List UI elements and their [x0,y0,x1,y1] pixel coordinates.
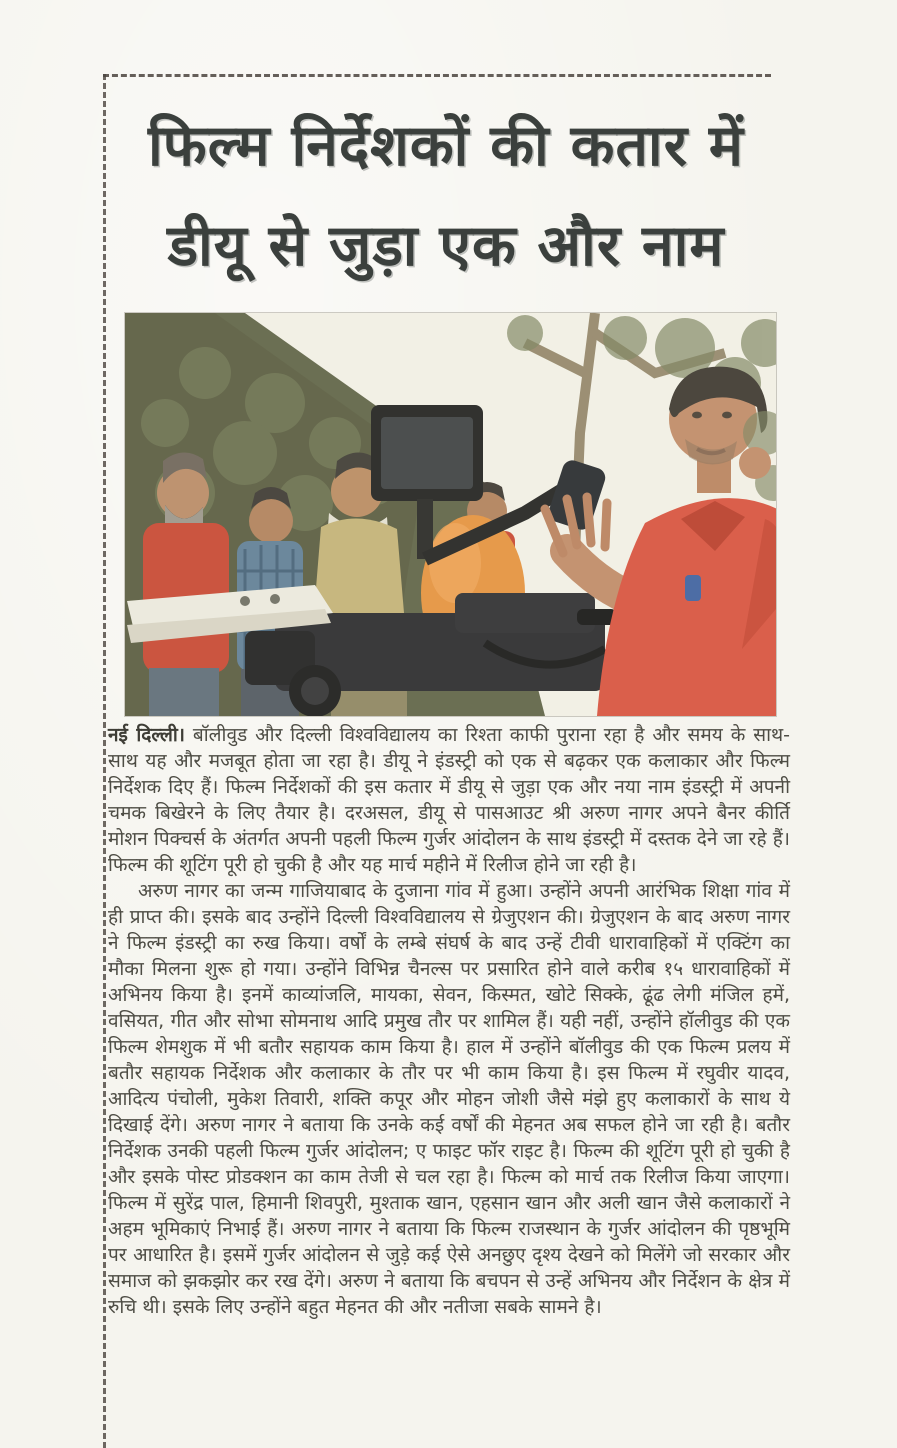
lead-paragraph-text: बॉलीवुड और दिल्ली विश्वविद्यालय का रिश्ता काफी पुराना रहा है और समय के साथ-साथ यह और मजबूत होता जा रहा है। डीयू ने इंडस्ट्री को एक से बढ़कर एक कलाकार और फिल्म निर्देशक दिए हैं। फिल्म निर्देशकों की इस कतार में डीयू से जुड़ा एक और नया नाम इंडस्ट्री में अपनी चमक बिखेरने के लिए तैयार है। दरअसल, डीयू से पासआउट श्री अरुण नागर अपने बैनर कीर्ति मोशन पिक्चर्स के अंतर्गत अपनी पहली फिल्म गुर्जर आंदोलन के साथ इंडस्ट्री में दस्तक देने जा रहे हैं। फिल्म की शूटिंग पूरी हो चुकी है और यह मार्च महीने में रिलीज होने जा रही है। [108,724,790,876]
dateline: नई दिल्ली। [108,724,185,746]
clipping-dashed-border-left [103,74,106,1448]
article-photo [125,313,776,716]
article-paragraph-1 [108,722,790,878]
headline-line-1: फिल्म निर्देशकों की कतार में [148,113,744,179]
clipping-dashed-border-top [103,74,771,77]
film-set-photo-illustration [125,313,776,716]
article-body [108,722,790,1320]
headline-line-2: डीयू से जुड़ा एक और नाम [167,213,725,279]
article-paragraph-2: अरुण नागर का जन्म गाजियाबाद के दुजाना गांव में हुआ। उन्होंने अपनी आरंभिक शिक्षा गांव में ही प्राप्त की। इसके बाद उन्होंने दिल्ली विश्वविद्यालय से ग्रेजुएशन की। ग्रेजुएशन के बाद अरुण नागर ने फिल्म इंडस्ट्री का रुख किया। वर्षों के लम्बे संघर्ष के बाद उन्हें टीवी धारावाहिकों में एक्टिंग का मौका मिलना शुरू हो गया। उन्होंने विभिन्न चैनल्स पर प्रसारित होने वाले करीब १५ धारावाहिकों में अभिनय किया है। इनमें काव्यांजलि, मायका, सेवन, किस्मत, खोटे सिक्के, ढूंढ लेगी मंजिल हमें, वसियत, गीत और सोभा सोमनाथ आदि प्रमुख तौर पर शामिल हैं। यही नहीं, उन्होंने हॉलीवुड की एक फिल्म शेमशुक में भी बतौर सहायक काम किया है। हाल में उन्होंने बॉलीवुड की एक फिल्म प्रलय में बतौर सहायक निर्देशक और कलाकार के तौर पर भी काम किया है। इस फिल्म में रघुवीर यादव, आदित्य पंचोली, मुकेश तिवारी, शक्ति कपूर और मोहन जोशी जैसे मंझे हुए कलाकारों के साथ ये दिखाई देंगे। अरुण नागर ने बताया कि उनके कई वर्षों की मेहनत अब सफल होने जा रही है। बतौर निर्देशक उनकी पहली फिल्म गुर्जर आंदोलन; ए फाइट फॉर राइट है। फिल्म की शूटिंग पूरी हो चुकी है और इसके पोस्ट प्रोडक्शन का काम तेजी से चल रहा है। फिल्म को मार्च तक रिलीज किया जाएगा। फिल्म में सुरेंद्र पाल, हिमानी शिवपुरी, मुश्ताक खान, एहसान खान और अली खान जैसे कलाकारों ने अहम भूमिकाएं निभाई हैं। अरुण नागर ने बताया कि फिल्म राजस्थान के गुर्जर आंदोलन की पृष्ठभूमि पर आधारित है। इसमें गुर्जर आंदोलन से जुड़े कई ऐसे अनछुए दृश्य देखने को मिलेंगे जो सरकार और समाज को झकझोर कर रख देंगे। अरुण ने बताया कि बचपन से उन्हें अभिनय और निर्देशन के क्षेत्र में रुचि थी। इसके लिए उन्होंने बहुत मेहनत की और नतीजा सबके सामने है। [108,880,790,1318]
article-headline [112,96,780,296]
